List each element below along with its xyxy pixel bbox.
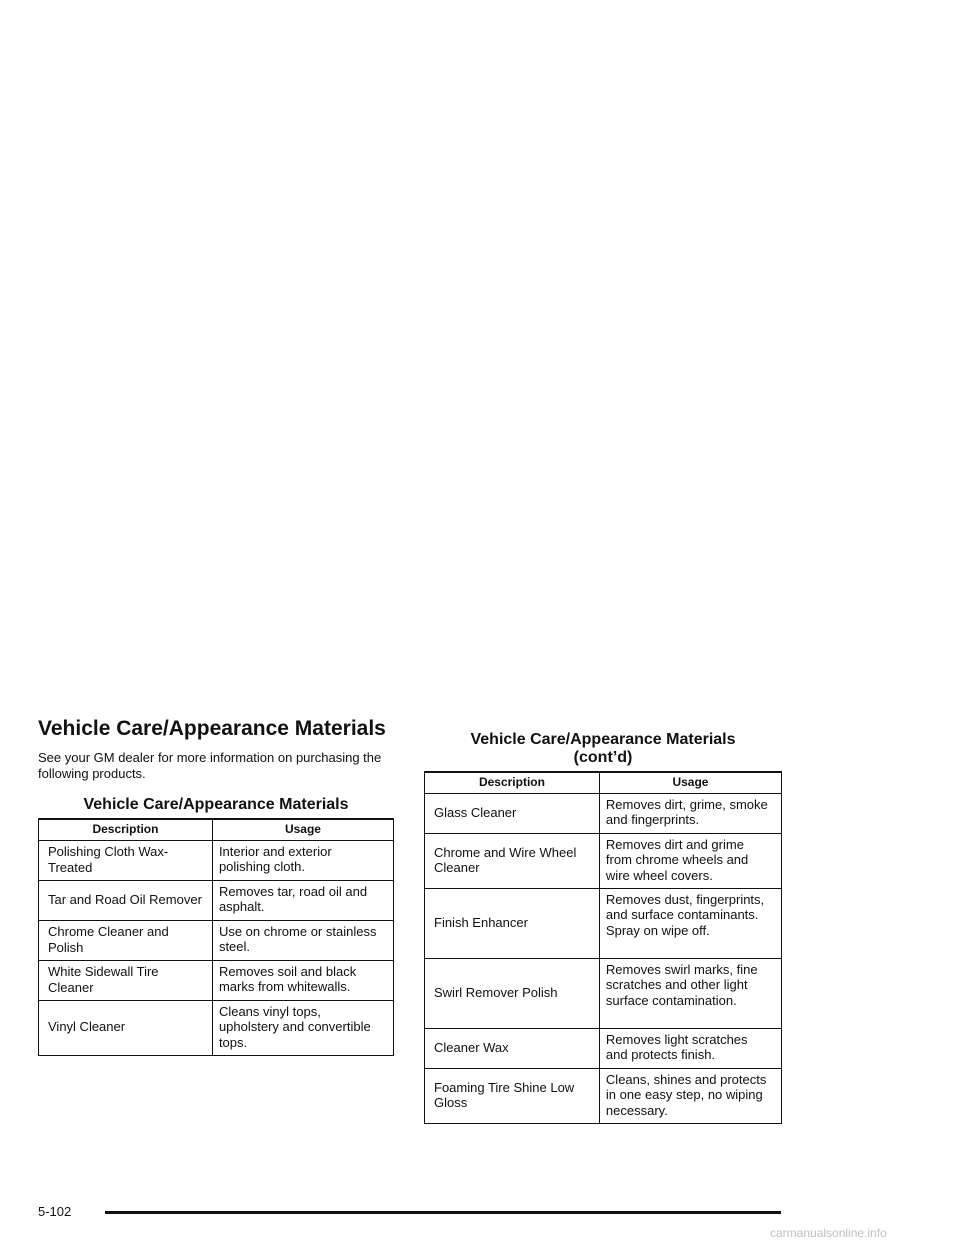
right-column (424, 731, 782, 1124)
table-row (425, 1028, 782, 1068)
usage-cell: Cleans, shines and protects in one easy step, no wiping necessary. (599, 1068, 781, 1123)
usage-cell: Removes light scratches and protects finish. (599, 1028, 781, 1068)
left-column (38, 716, 394, 1056)
description-cell: Foaming Tire Shine Low Gloss (425, 1068, 600, 1123)
footer-rule (105, 1211, 781, 1214)
materials-table-cont (424, 771, 782, 1124)
usage-cell: Removes dirt and grime from chrome wheels and wire wheel covers. (599, 833, 781, 888)
table-row (39, 960, 394, 1000)
table-title-cont (424, 731, 782, 767)
table-title: Vehicle Care/Appearance Materials (83, 796, 349, 813)
header-usage: Usage (599, 772, 781, 793)
description-cell: Glass Cleaner (425, 793, 600, 833)
usage-cell: Removes dirt, grime, smoke and fingerprints. (599, 793, 781, 833)
usage-cell: Interior and exterior polishing cloth. (212, 840, 393, 880)
description-cell: Swirl Remover Polish (425, 958, 600, 1028)
table-row (39, 920, 394, 960)
table-row (39, 840, 394, 880)
description-cell: Tar and Road Oil Remover (39, 880, 213, 920)
description-cell: Chrome Cleaner and Polish (39, 920, 213, 960)
usage-cell: Removes tar, road oil and asphalt. (212, 880, 393, 920)
usage-cell: Use on chrome or stainless steel. (212, 920, 393, 960)
header-description: Description (425, 772, 600, 793)
table-row (39, 880, 394, 920)
description-cell: Chrome and Wire Wheel Cleaner (425, 833, 600, 888)
table-header-row (39, 819, 394, 840)
materials-table (38, 818, 394, 1056)
description-cell: Finish Enhancer (425, 888, 600, 958)
table-row (425, 793, 782, 833)
table-row (425, 958, 782, 1028)
table-row (425, 1068, 782, 1123)
table-header-row (425, 772, 782, 793)
usage-cell: Cleans vinyl tops, upholstery and convertible tops. (212, 1000, 393, 1055)
description-cell: Cleaner Wax (425, 1028, 600, 1068)
header-description: Description (39, 819, 213, 840)
table-row (425, 833, 782, 888)
table-row (39, 1000, 394, 1055)
usage-cell: Removes soil and black marks from whitewalls. (212, 960, 393, 1000)
description-cell: Vinyl Cleaner (39, 1000, 213, 1055)
table-title-line: Vehicle Care/Appearance Materials (470, 731, 736, 748)
watermark: carmanualsonline.info (770, 1226, 887, 1240)
table-title-cont-label: (cont’d) (573, 749, 633, 766)
description-cell: White Sidewall Tire Cleaner (39, 960, 213, 1000)
page-number: 5-102 (38, 1204, 72, 1219)
intro-paragraph: See your GM dealer for more information on purchasing the following products. (38, 750, 382, 781)
header-usage: Usage (212, 819, 393, 840)
table-row (425, 888, 782, 958)
usage-cell: Removes swirl marks, fine scratches and other light surface contamination. (599, 958, 781, 1028)
section-title: Vehicle Care/Appearance Materials (38, 717, 386, 740)
usage-cell: Removes dust, fingerprints, and surface contaminants. Spray on wipe off. (599, 888, 781, 958)
description-cell: Polishing Cloth Wax-Treated (39, 840, 213, 880)
